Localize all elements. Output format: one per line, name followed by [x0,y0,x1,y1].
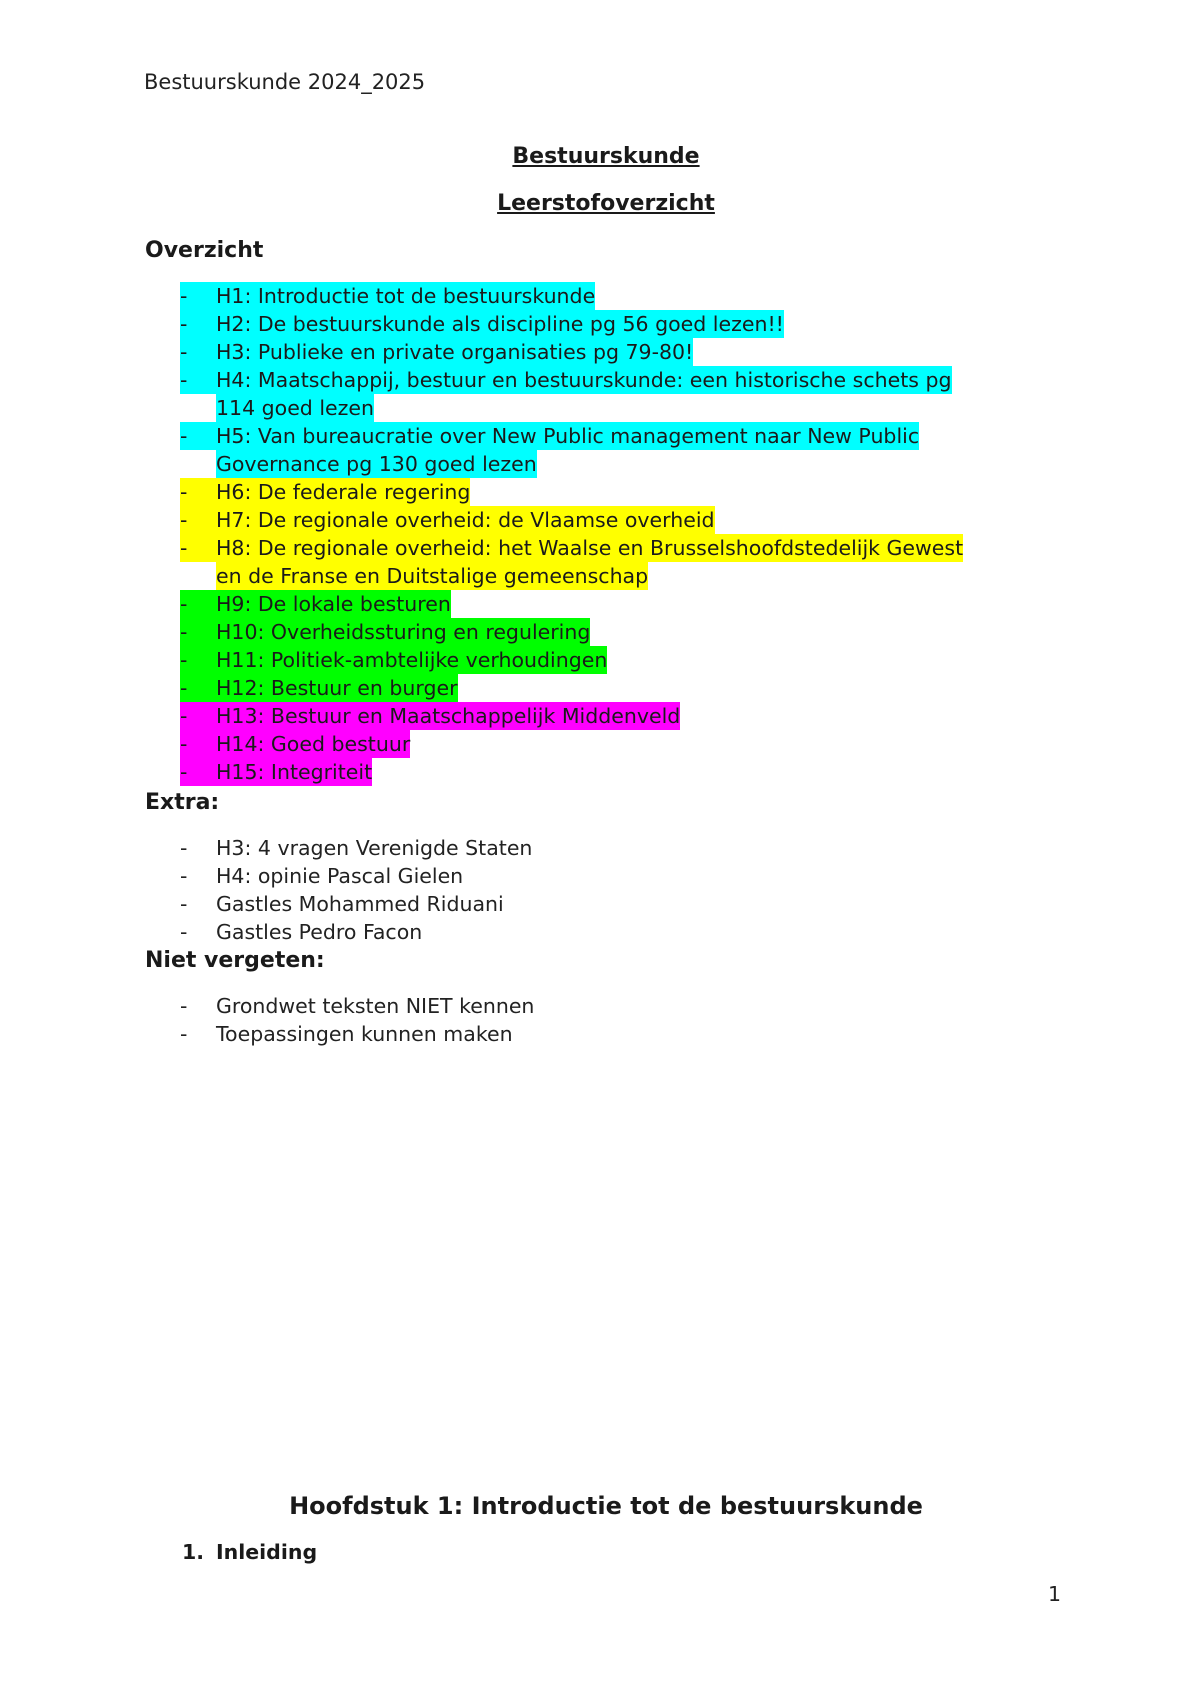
bullet-dash: - [180,994,188,1018]
highlighted-line: H9: De lokale besturen [216,592,451,616]
overview-item-text [216,646,1036,674]
reminders-item-text: Toepassingen kunnen maken [216,1022,513,1046]
highlighted-line: en de Franse en Duitstalige gemeenschap [216,564,649,588]
highlighted-line: H13: Bestuur en Maatschappelijk Middenveld [216,704,681,728]
bullet-dash: - [180,892,188,916]
list-bullet [180,758,216,786]
list-bullet [180,366,216,394]
list-bullet [180,992,216,1020]
highlighted-line: 114 goed lezen [216,396,375,420]
list-bullet [180,862,216,890]
overview-item-text [216,422,1036,478]
bullet-dash: - [180,312,188,336]
highlighted-line: H11: Politiek-ambtelijke verhoudingen [216,648,608,672]
highlighted-line: H14: Goed bestuur [216,732,411,756]
highlighted-line: H4: Maatschappij, bestuur en bestuurskunde: een historische schets pg [216,368,952,392]
section-title: Inleiding [216,1540,318,1564]
list-bullet [180,1020,216,1048]
highlighted-line: H6: De federale regering [216,480,471,504]
reminders-heading: Niet vergeten: [145,948,325,973]
overview-item-text [216,338,1036,366]
bullet-dash: - [180,864,188,888]
highlighted-line: H7: De regionale overheid: de Vlaamse overheid [216,508,715,532]
list-bullet [180,534,216,562]
section-number: 1. [182,1540,205,1564]
bullet-dash: - [180,424,188,448]
list-bullet [180,506,216,534]
overview-item-text [216,478,1036,506]
bullet-dash: - [180,760,188,784]
extra-item-text: Gastles Mohammed Riduani [216,892,504,916]
highlighted-line: H3: Publieke en private organisaties pg 79-80! [216,340,694,364]
highlighted-line: Governance pg 130 goed lezen [216,452,537,476]
overview-item-text [216,758,1036,786]
list-bullet [180,918,216,946]
extra-item-text: H3: 4 vragen Verenigde Staten [216,836,533,860]
bullet-dash: - [180,508,188,532]
highlighted-line: H5: Van bureaucratie over New Public management naar New Public [216,424,920,448]
document-subtitle: Leerstofoverzicht [497,191,715,216]
highlighted-line: H10: Overheidssturing en regulering [216,620,591,644]
list-bullet [180,834,216,862]
list-bullet [180,338,216,366]
list-bullet [180,422,216,450]
list-bullet [180,702,216,730]
list-bullet [180,590,216,618]
bullet-dash: - [180,480,188,504]
overview-item-text [216,618,1036,646]
list-bullet [180,618,216,646]
highlighted-line: H2: De bestuurskunde als discipline pg 56 goed lezen!! [216,312,784,336]
bullet-dash: - [180,368,188,392]
list-bullet [180,478,216,506]
page-number: 1 [1048,1582,1062,1606]
highlighted-line: H1: Introductie tot de bestuurskunde [216,284,596,308]
overview-item-text [216,590,1036,618]
highlighted-line: H12: Bestuur en burger [216,676,458,700]
running-header: Bestuurskunde 2024_2025 [144,70,426,94]
overview-item-text [216,730,1036,758]
extra-heading: Extra: [145,790,220,815]
list-bullet [180,730,216,758]
bullet-dash: - [180,704,188,728]
overview-item-text [216,366,1036,422]
bullet-dash: - [180,592,188,616]
bullet-dash: - [180,836,188,860]
bullet-dash: - [180,340,188,364]
bullet-dash: - [180,920,188,944]
bullet-dash: - [180,676,188,700]
extra-item-text: Gastles Pedro Facon [216,920,423,944]
highlighted-line: H8: De regionale overheid: het Waalse en Brusselshoofdstedelijk Gewest [216,536,964,560]
list-bullet [180,646,216,674]
overview-item-text [216,506,1036,534]
bullet-dash: - [180,732,188,756]
extra-item-text: H4: opinie Pascal Gielen [216,864,464,888]
overview-item-text [216,534,1036,590]
overview-item-text [216,310,1036,338]
reminders-item-text: Grondwet teksten NIET kennen [216,994,535,1018]
list-bullet [180,282,216,310]
overview-item-text [216,702,1036,730]
bullet-dash: - [180,620,188,644]
chapter-heading: Hoofdstuk 1: Introductie tot de bestuurskunde [289,1492,923,1520]
bullet-dash: - [180,284,188,308]
list-bullet [180,310,216,338]
overview-item-text [216,674,1036,702]
document-title: Bestuurskunde [512,144,700,169]
list-bullet [180,890,216,918]
bullet-dash: - [180,536,188,560]
overview-item-text [216,282,1036,310]
overview-heading: Overzicht [145,238,264,263]
list-bullet [180,674,216,702]
bullet-dash: - [180,1022,188,1046]
highlighted-line: H15: Integriteit [216,760,373,784]
bullet-dash: - [180,648,188,672]
